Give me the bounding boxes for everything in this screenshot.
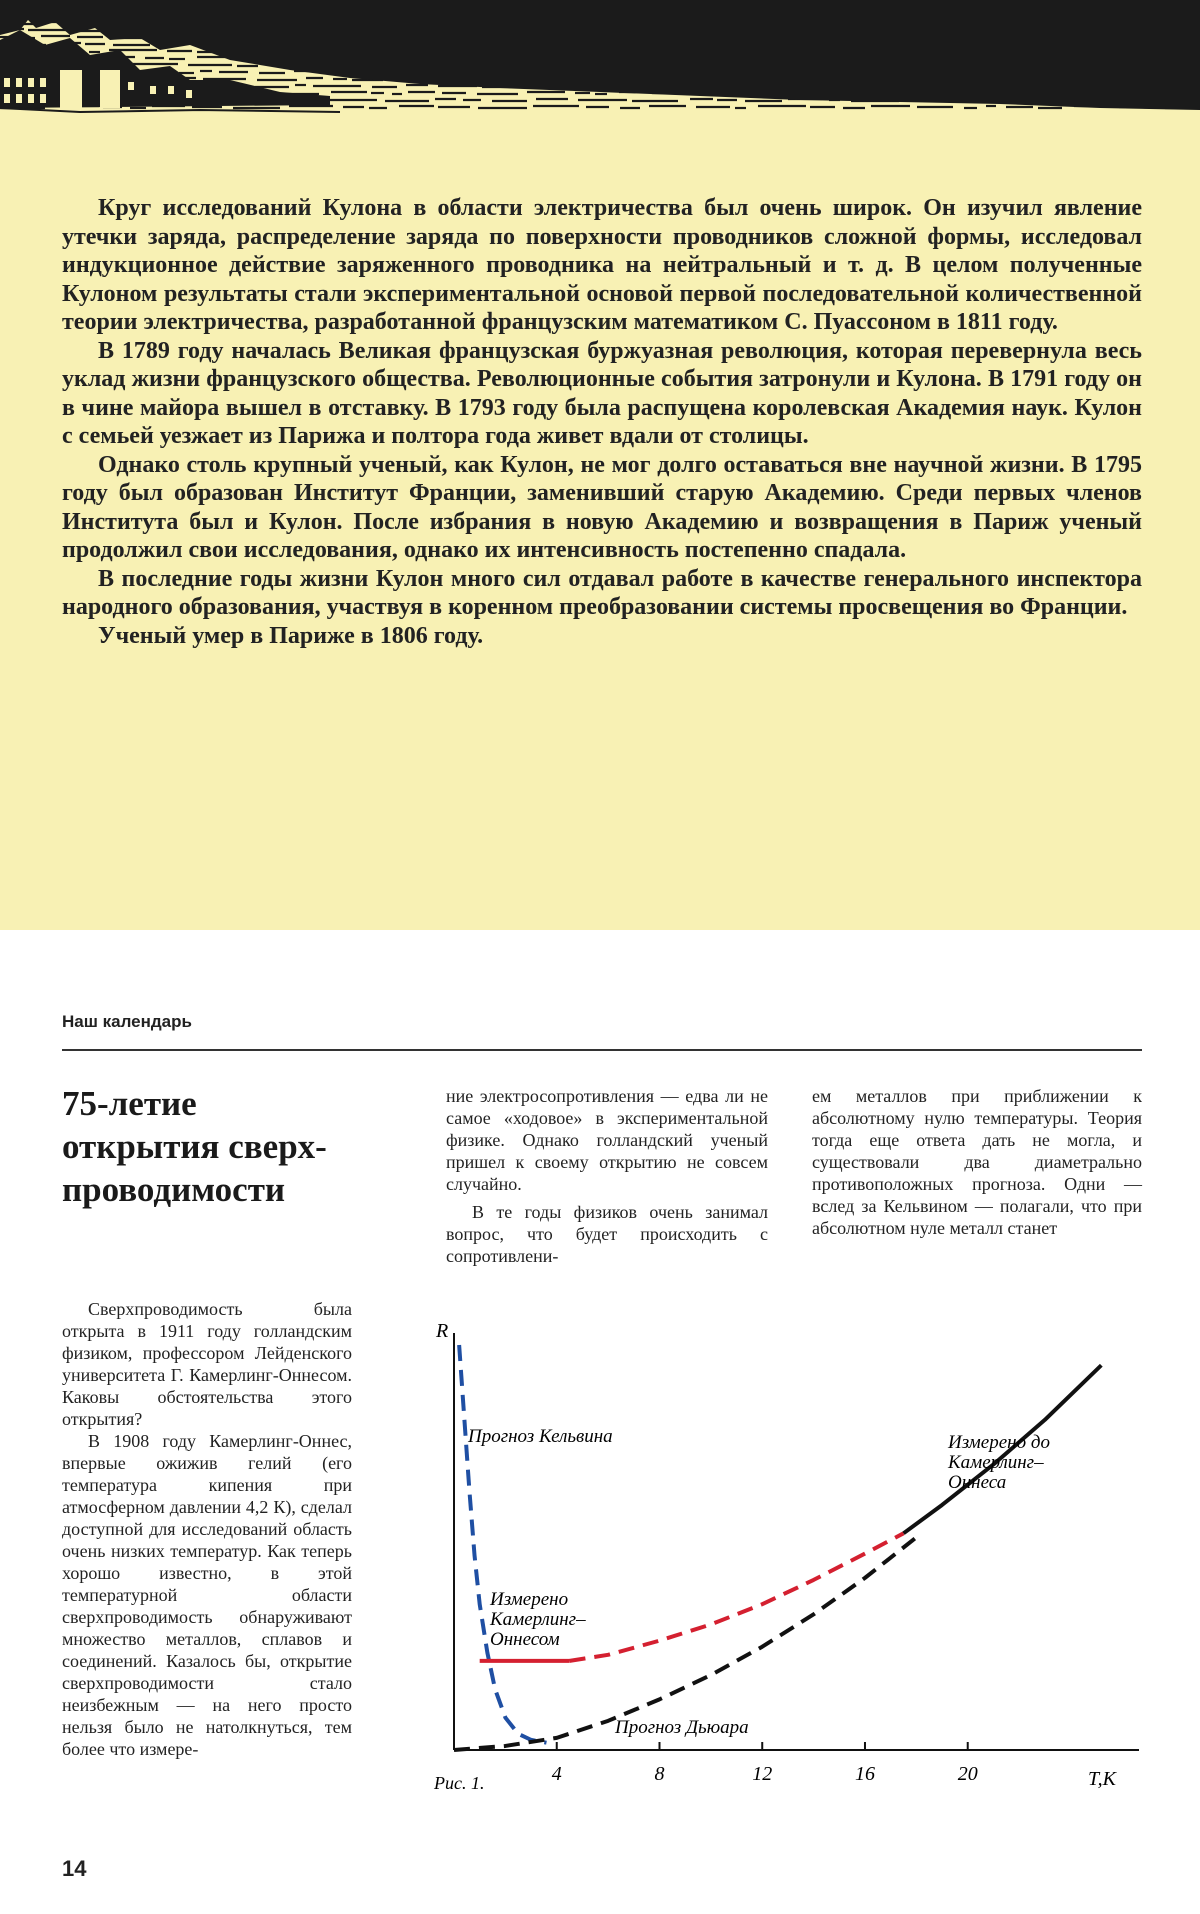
article-column-3: [812, 1085, 1142, 1239]
chart-series-group: [454, 1345, 1101, 1750]
section-divider: [62, 1049, 1142, 1051]
chart-annotation-line: Камерлинг–: [490, 1609, 586, 1630]
coulomb-paragraph: В 1789 году началась Великая французская буржуазная революция, которая перевернула весь уклад жизни французского общества. Революционные события затронули и Кулона. В 1791 году он в чине майора вышел в отставку. В 1793 году была распущена королевская Академия наук. Кулон с семьей уезжает из Парижа и полтора года живет вдали от столицы.: [62, 337, 1142, 449]
article-column-1: [62, 1298, 352, 1760]
x-tick-label: 12: [752, 1763, 773, 1785]
coulomb-paragraph: В последние годы жизни Кулон много сил отдавал работе в качестве генерального инспектора народного образования, участвуя в коренном преобразовании системы просвещения во Франции.: [62, 565, 1142, 620]
chart-annotation: [947, 1432, 1050, 1493]
article-title: 75-летие открытия сверх-проводимости: [62, 1084, 327, 1209]
coulomb-paragraph: Однако столь крупный ученый, как Кулон, не мог долго оставаться вне научной жизни. В 1795 году был образован Институт Франции, заменивший старую Академию. Среди первых членов Института был и Кулон. После избрания в новую Академию и возвращения в Париж ученый продолжил свои исследования, однако их интенсивность постепенно спадала.: [62, 451, 1142, 563]
chart-annotation-line: Прогноз Дьюара: [615, 1717, 749, 1738]
series-line-1: [459, 1345, 546, 1743]
article-paragraph: В те годы физиков очень занимал вопрос, что будет происходить с сопротивлени-: [446, 1202, 768, 1266]
x-tick-label: 8: [654, 1763, 665, 1785]
article-paragraph: ем металлов при приближении к абсолютному нулю температуры. Теория тогда еще ответа дать не могла, и существовали два диаметрально противоположных прогноза. Одни — вслед за Кельвином — полагали, что при абсолютном нуле металл станет: [812, 1086, 1142, 1238]
top-panel-yellow: [0, 0, 1200, 930]
chart-annotation: [467, 1426, 613, 1447]
chart-annotation-line: Измерено: [490, 1589, 569, 1610]
chart-annotation-line: Оннеса: [948, 1472, 1007, 1493]
resistance-temperature-chart: [420, 1305, 1155, 1845]
chart-annotation-line: Камерлинг–: [948, 1452, 1044, 1473]
x-tick-label: 16: [854, 1763, 875, 1785]
article-paragraph: Сверхпроводимость была открыта в 1911 году голландским физиком, профессором Лейденского университета Г. Камерлинг-Оннесом. Каковы обстоятельства этого открытия?: [62, 1299, 352, 1429]
article-column-2: [446, 1085, 768, 1267]
y-axis-label: R: [436, 1320, 449, 1342]
x-tick-label: 20: [957, 1763, 978, 1785]
section-label: Наш календарь: [62, 1012, 192, 1031]
chart-annotation: [614, 1717, 749, 1738]
x-axis-label: T,K: [1088, 1768, 1116, 1790]
chart-annotation: [489, 1589, 586, 1650]
chart-labels-group: [433, 1320, 1118, 1793]
coulomb-paragraph: Ученый умер в Париже в 1806 году.: [98, 622, 484, 649]
engraving-ground: [0, 108, 340, 112]
chart-annotation-line: Оннесом: [490, 1629, 560, 1650]
chart-axes: [454, 1333, 1139, 1750]
page-number: 14: [62, 1856, 87, 1881]
chart-annotation-line: Прогноз Кельвина: [468, 1426, 613, 1447]
series-line-4: [570, 1533, 904, 1661]
engraving-illustration: [0, 0, 1200, 160]
chart-annotation-line: Измерено до: [948, 1432, 1050, 1453]
coulomb-paragraph: Круг исследований Кулона в области электричества был очень широк. Он изучил явление утечки заряда, распределение заряда по поверхности проводников сложной формы, исследовал индукционное действие заряженного проводника на нейтральный и т. д. В целом полученные Кулоном результаты стали экспериментальной основой первой последовательной количественной теории электричества, разработанной французским математиком С. Пуассоном в 1811 году.: [62, 195, 1142, 335]
x-tick-label: 4: [551, 1763, 562, 1785]
article-paragraph: ние электросопротивления — едва ли не самое «ходовое» в экспериментальной физике. Однако голландский ученый пришел к своему открытию не совсем случайно.: [446, 1086, 768, 1194]
article-paragraph: В 1908 году Камерлинг-Оннес, впервые ожижив гелий (его температура кипения при атмосферном давлении 4,2 К), сделал доступной для исследований область очень низких температур. Как теперь хорошо известно, в этой температурной области сверхпроводимость обнаруживают множество металлов, сплавов и соединений. Казалось бы, открытие сверхпроводимости стало неизбежным — на него просто нельзя было не натолкнуться, тем более что измере-: [62, 1431, 352, 1759]
figure-caption: Рис. 1.: [434, 1773, 485, 1793]
coulomb-text-block: [62, 194, 1142, 650]
